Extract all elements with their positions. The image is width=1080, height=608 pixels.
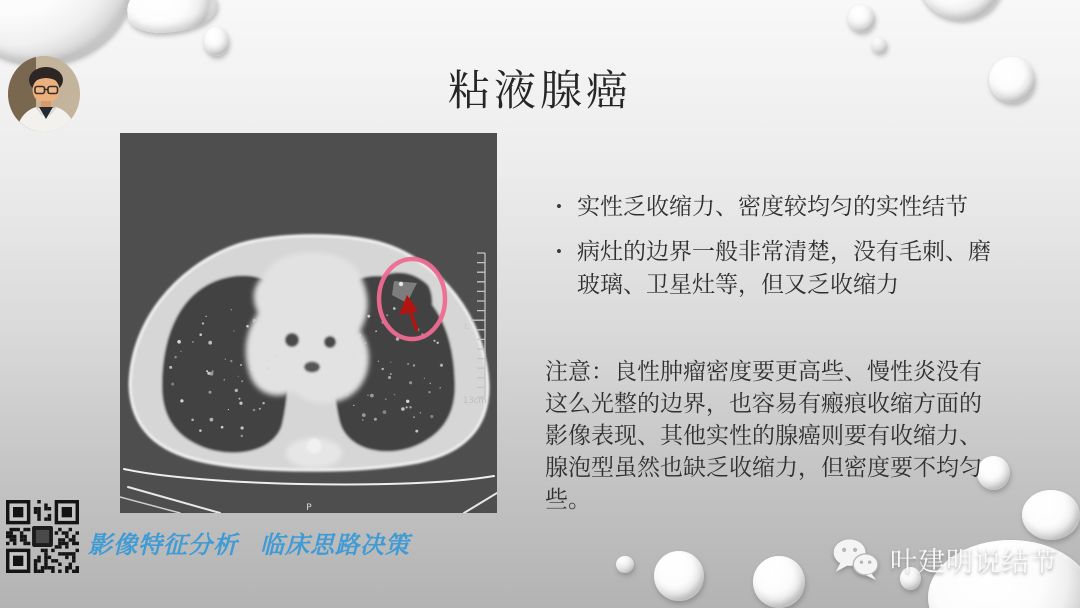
ct-side-marker: L <box>463 322 469 332</box>
droplet-decoration <box>920 0 1002 20</box>
bullet-item <box>556 235 1036 301</box>
tagline-right: 临床思路决策 <box>260 533 410 559</box>
bullet-text-line: 玻璃、卫星灶等，但又乏收缩力 <box>577 272 899 297</box>
wechat-account-name: 叶建明说结节 <box>890 546 1058 577</box>
droplet-decoration <box>872 38 887 53</box>
bullet-marker: • <box>556 242 562 261</box>
note-line: 些。 <box>545 487 591 512</box>
qr-code <box>6 500 79 573</box>
droplet-decoration <box>125 0 220 37</box>
bullet-text-line: 病灶的边界一般非常清楚，没有毛刺、磨 <box>577 239 991 264</box>
bullet-item <box>556 190 1036 223</box>
wechat-icon <box>832 538 880 580</box>
note-line: 注意：良性肿瘤密度要更高些、慢性炎没有 <box>545 359 982 384</box>
droplet-decoration <box>753 556 805 608</box>
note-paragraph <box>545 356 1025 516</box>
droplet-decoration <box>616 556 634 573</box>
droplet-decoration <box>204 27 229 56</box>
qr-pattern <box>6 500 79 573</box>
ct-orientation-marker: P <box>306 503 312 513</box>
bullet-text-line: 实性乏收缩力、密度较均匀的实性结节 <box>577 194 968 219</box>
droplet-decoration <box>1022 490 1080 540</box>
droplet-decoration <box>848 5 875 32</box>
ct-scale-label: 13cm <box>463 396 487 406</box>
footer-tagline <box>88 525 410 560</box>
slide-title: 粘液腺癌 <box>447 69 632 115</box>
note-line: 这么光整的边界，也容易有瘢痕收缩方面的 <box>545 391 982 416</box>
note-line: 影像表现、其他实性的腺癌则要有收缩力、 <box>545 423 982 448</box>
wechat-banner <box>832 538 1058 580</box>
ct-scan-image <box>120 133 497 513</box>
bullet-marker: • <box>556 197 562 216</box>
ct-axial-slice <box>120 133 497 513</box>
tagline-left: 影像特征分析 <box>88 533 238 559</box>
droplet-decoration <box>654 551 704 601</box>
bullet-list <box>556 190 1036 301</box>
note-line: 腺泡型虽然也缺乏收缩力，但密度要不均匀 <box>545 455 982 480</box>
droplet-decoration <box>0 0 135 64</box>
